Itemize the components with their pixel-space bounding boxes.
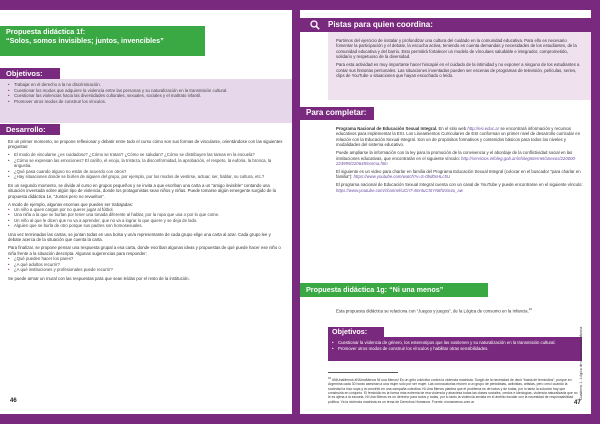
- escena-item: • Alguien que se burla de otro porque sus padres son homosexuales.: [8, 223, 284, 229]
- pistas-box: [328, 32, 591, 100]
- objetivo-item: • Promover otros modos de construir los vínculos.: [8, 99, 284, 105]
- pregunta-item: • ¿Cómo se expresan las emociones? El cariño, el enojo, la tristeza, la disconformidad, la aprobación, el respeto, la euforia, la bronca, la angustia.: [8, 158, 284, 169]
- completar-heading: Para completar:: [300, 107, 374, 120]
- proposal-title-1g: Propuesta didáctica 1g: “Ni una menos”: [300, 283, 488, 297]
- completar-text: En el sitio web: [437, 126, 468, 131]
- side-label: [579, 326, 587, 400]
- completar-paragraph-3: [336, 169, 584, 180]
- page-number-left: 46: [10, 398, 17, 404]
- esi-program-name: Programa Nacional de Educación Sexual Integral.: [336, 126, 438, 131]
- pistas-paragraph-1: Partimos del ejercicio de instalar y profundizar una cultura del cuidado en la comunidad educativa. Para ello es necesario fomentar la participación y el debate, la escucha activa, teniendo en cuenta demandas y necesidades de los estudiantes, de la comunidad educativa y del barrio. Esto permitirá fortalecer un modelo de vínculaes saludable e integrador, comprometido, solidario y respetuoso de la diversidad.: [336, 38, 577, 60]
- footnote-divider: [328, 372, 398, 373]
- sugerencia-item: • ¿Qué pueden hacer los pares?: [8, 256, 284, 262]
- sugerencia-item: • ¿A qué adultos recurrir?: [8, 262, 284, 268]
- pistas-title: Pistas para quien coordina:: [328, 20, 433, 29]
- magnifier-icon: [310, 20, 320, 30]
- escena-item: • Un niño a quien cargan por no querer jugar al fútbol.: [8, 207, 284, 213]
- escena-item: • Una niña a la que se burlan por tener una tonada diferente al hablar, por la ropa que usa o por lo que come.: [8, 212, 284, 218]
- footnote-text: #NiUnaMenos #NiUnaMenos Ni una Menos! Es un grito colectivo contra la violencia machista. Surgió de la necesidad de decir “basta de femicidios”, porque en Argentina cada 30 horas asesinan a una mujer sólo por ser mujer. Las convocatorias reúnen a un grupo de periodistas, activistas, artistas, pero crecí cuando la sociedad la hizo suya y la convirtió en una campaña colectiva. Ni Una Menos plantea que el problema es de todos y de todas, por lo tanto la solución hay que construirla en conjunto. El femicidio es la forma más extrema de esa violencia y atraviesa todas las clases sociales, credos e ideologías, violencia naturalizada que no le es ajena a la escuela. Ni Una Menos es un derecho para todos y todas, por lo tanto la violencia sexista en el ámbito escolar con la necesidad de responsabilidad política. Ya la violencia machista es un tema de Derechos Humanos. Fuente: niunamenos.com.ar: [328, 378, 578, 404]
- right-page: [300, 10, 591, 414]
- objetivos-2-box: [328, 337, 582, 361]
- completar-body: [336, 126, 584, 195]
- completar-text: Puede ampliarse la información con la ley para la promoción de la convivencia y el abordaje de la conflictividad social en las instituciones educativas, que encontrarán en el siguiente vínculo:: [336, 150, 573, 161]
- pistas-paragraph-2: Para esta actividad es muy importante hacer hincapié en el cuidado de la intimidad y no exponer a ninguno de los estudiantes a contar sus historias personales. Las situaciones inventadas pueden ser escenas de programas de televisión, películas, series, clips de YouTube o situaciones que hayan escuchado o leído.: [336, 62, 580, 78]
- left-page: [0, 10, 292, 414]
- title-line-2: “Solos, somos invisibles; juntos, invencibles”: [6, 36, 164, 45]
- proposal-title-1f: [0, 26, 205, 56]
- completar-paragraph-1: [336, 126, 584, 148]
- pregunta-item: • ¿Hay situaciones donde se burlen de alguien del grupo, por ejemplo, por los modos de vestirse, actuar, ser, hablar, su cultura, etc.?: [8, 174, 284, 180]
- title-line-1: Propuesta didáctica 1f:: [6, 27, 86, 36]
- pregunta-item: • ¿Qué pasa cuando alguno no están de acuerdo con otros?: [8, 169, 284, 175]
- objetivo-item: • Cuestionar las violencias hacia las diversidades culturales, sexuales, sociales y el maltrato infantil.: [8, 93, 284, 99]
- objetivo-item: • Trabajar en el derecho a la no discriminación.: [8, 82, 284, 88]
- objetivo-2-item: • Cuestionar la violencia de género, los estereotipos que las sostienen y su naturalización en la transmisión cultural.: [332, 340, 578, 346]
- objetivos-box: [0, 79, 292, 123]
- desarrollo-intro: En un primer momento, se propone reflexionar y debatir entre todo el curso cómo son sus formas de vincularse, orientándose con las siguientes preguntas:: [8, 139, 283, 150]
- footnote: [328, 376, 580, 404]
- cierre-1: Una vez terminadas las cartas, se juntan todas en una bolsa y un/a representante de cada grupo elige una carta al azar. Cada grupo lee y debate acerca de la situación que cuenta la carta.: [8, 231, 271, 243]
- objetivos-heading: Objetivos:: [0, 68, 60, 79]
- escenas-intro: A modo de ejemplo, algunas escenas que pueden ser trabajadas:: [8, 201, 133, 207]
- objetivo-2-item: • Promover otros modos de construir los vínculos y habilitar otras sensibilidades.: [332, 346, 578, 352]
- infoleg-link[interactable]: http://servicios.infoleg.gob.ar/infolegInternet/anexos/220000-224999/220649/norma.htm: [336, 155, 577, 166]
- esi-link[interactable]: http://esi.educ.ar: [467, 126, 500, 131]
- objetivo-item: • Cuestionar los modos que adquiere la violencia entre las personas y su naturalización en la transmisión cultural.: [8, 88, 284, 94]
- footnote-number: 10: [328, 376, 332, 380]
- completar-text: El programa nacional de Educación Sexual Integral cuenta con un canal de YouTube y puede encontrarse en el siguiente vínculo:: [336, 182, 583, 188]
- segundo-momento: En un segundo momento, se divide al curso en grupos pequeños y se invita a que escriban una carta a un “amigo invisible” contando una situación inventada sobre algún tipo de violencia, donde los protagonistas sean niños y niñas. Puede tomarse algún emergente surgido de la propuesta didáctica 1e, “Juntos pero no revueltos”.: [8, 182, 277, 199]
- side-label-text: Cuaderno 1 - Lógica de consumo en la infancia: [579, 326, 583, 400]
- youtube-channel-link[interactable]: https://www.youtube.com/channel/UCnT-4mntuC5tYN8hzSn4u_aw: [336, 187, 463, 193]
- pregunta-item: • El modo de vincularse ¿es cuidadoso? ¿Cómo se tratan? ¿Cómo se saludan? ¿Cómo se distribuyen las tareas en la escuela?: [8, 152, 284, 158]
- pistas-heading: [300, 18, 591, 32]
- objetivos-2-heading: Objetivos:: [328, 327, 384, 337]
- ntitle-description: [336, 307, 582, 314]
- desarrollo-heading: Desarrollo:: [0, 124, 60, 135]
- desarrollo-body: [8, 139, 284, 283]
- completar-text: se encontrará información y recursos educativos para implementar la ESI. Los Lineamientos Curriculares de ESI conforman un primer nivel de desarrollo curricular en relación con la Educación Sexual Integral. Son un de propósitos formativos y contenidos básicos para todos los niveles y modalidades del sistema educativo.: [336, 126, 581, 148]
- completar-paragraph-4: [336, 182, 584, 193]
- completar-text: El siguiente es un video para charlar en familia del Programa Educación Sexual Integral (colocar en el buscador “para charlar en familia”):: [336, 168, 581, 180]
- escena-item: • Un niño al que le dicen que no va a aprender, que no va a lograr lo que quiere y se deja de lado.: [8, 218, 284, 224]
- video-link[interactable]: https://www.youtube.com/watch?v=S-0bd0xHLc5U: [353, 174, 451, 180]
- sugerencia-item: • ¿A qué instituciones y profesionales puede recurrir?: [8, 267, 284, 273]
- completar-paragraph-2: [336, 150, 584, 166]
- cierre-2: Para finalizar, se propone pensar una respuesta grupal a esa carta, donde escriban algunas ideas y propuestas de qué puede hacer ese niño o niña frente a la situación descripta. Algunas sugerencias para responder:: [8, 245, 281, 256]
- footnote-ref: 10: [528, 307, 533, 311]
- page-number-right: 47: [574, 400, 581, 406]
- final-text: Se puede armar un mural con las respuestas para que sean leídas por el resto de la institución.: [8, 275, 190, 281]
- ntitle-text: Esta propuesta didáctica se relaciona con “Juegos y juegos”, de la Lógica de consumo en la Infancia.: [336, 308, 529, 314]
